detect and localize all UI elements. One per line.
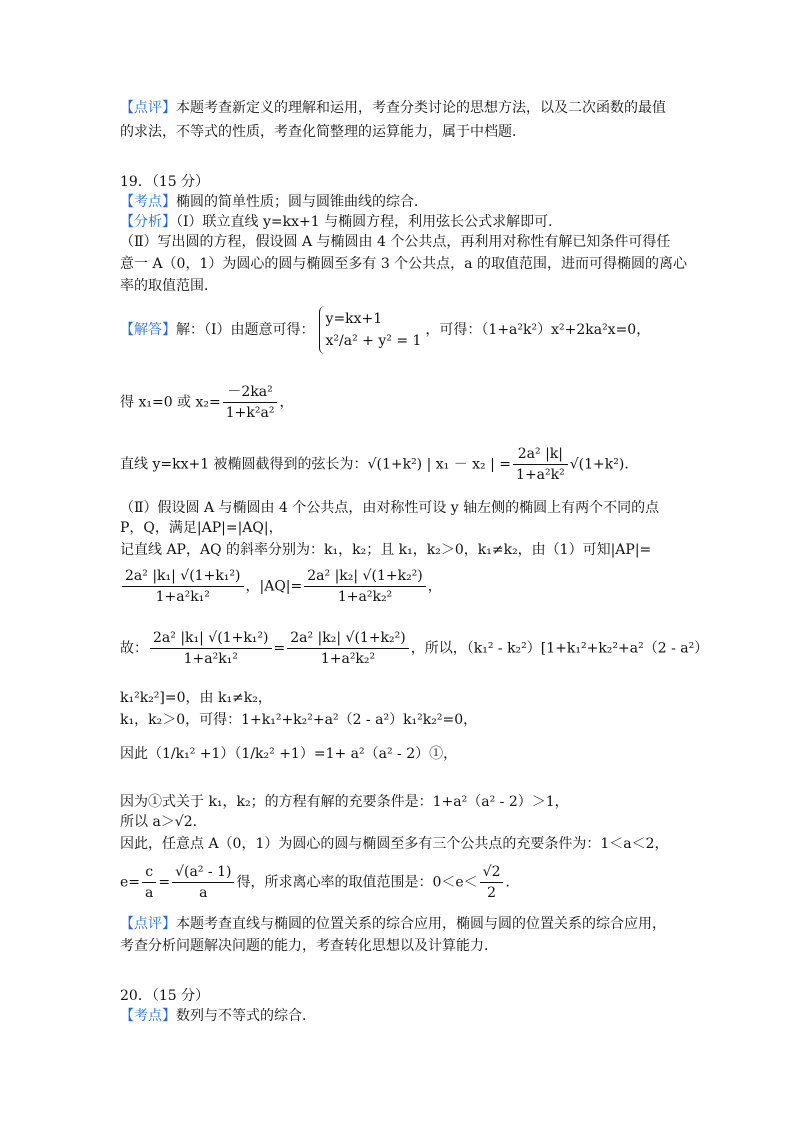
solution-result: ，可得：（1+a²k²）x²+2ka²x=0， <box>425 322 651 338</box>
part2-line-10: 所以 a＞√2． <box>120 814 207 830</box>
part2-line-6: k₁²k₂²]=0，由 k₁≠k₂， <box>120 690 272 706</box>
eccentricity-line <box>120 862 519 903</box>
denominator: a <box>199 885 208 901</box>
sqrt-fraction <box>172 862 234 903</box>
numerator: 2a² |k₂| √(1+k₂²) <box>287 628 409 649</box>
knowledge-point-tag: 【考点】 <box>120 194 176 210</box>
chord-length-line <box>120 444 638 485</box>
analysis-text: （Ⅰ）联立直线 y=kx+1 与椭圆方程，利用弦长公式求解即可． <box>176 214 563 230</box>
equals: = <box>273 640 286 657</box>
part2-line-7: k₁，k₂＞0，可得：1+k₁²+k₂²+a²（2 - a²）k₁²k₂²=0， <box>120 712 478 728</box>
denominator: 1+a²k² <box>516 467 565 483</box>
part2-line-3: 记直线 AP，AQ 的斜率分别为：k₁，k₂；且 k₁，k₂＞0，k₁≠k₂，由（1）可知|AP|= <box>120 542 652 558</box>
numerator: －2ka² <box>223 382 278 403</box>
numerator: 2a² |k₁| √(1+k₁²) <box>150 628 272 649</box>
comma: ， <box>427 578 442 595</box>
review-text: 本题考查直线与椭圆的位置关系的综合应用，椭圆与圆的位置关系的综合应用， <box>176 916 666 932</box>
equation-line: y=kx+1 <box>325 311 383 327</box>
root-line <box>120 382 293 423</box>
part2-line-9: 因为①式关于 k₁，k₂；的方程有解的充要条件是：1+a²（a² - 2）＞1， <box>120 794 569 810</box>
question-19-heading: 19．（15 分） <box>120 174 210 190</box>
period: ． <box>505 874 520 891</box>
numerator: 2a² |k₁| √(1+k₁²) <box>122 566 244 587</box>
knowledge-point-text: 椭圆的简单性质；圆与圆锥曲线的综合． <box>176 194 428 210</box>
knowledge-point-line-20 <box>120 1006 316 1026</box>
analysis-line-2: （Ⅱ）写出圆的方程，假设圆 A 与椭圆由 4 个公共点，再利用对称性有解已知条件可得任 <box>120 234 671 250</box>
analysis-line-1 <box>120 212 562 232</box>
denominator: 1+k²a² <box>225 405 275 421</box>
denominator: 1+a²k₁² <box>155 589 210 605</box>
comma: ， <box>279 394 294 411</box>
review-line-1 <box>120 914 666 934</box>
numerator: 2a² |k₂| √(1+k₂²) <box>304 566 426 587</box>
left-fraction <box>150 628 272 669</box>
equals: = <box>158 874 171 891</box>
e-label: e= <box>120 874 141 891</box>
equation-system <box>319 306 422 354</box>
fraction-x2 <box>223 382 278 423</box>
part2-line-2: P，Q，满足|AP|=|AQ|， <box>120 520 283 536</box>
denominator: 2 <box>487 885 497 901</box>
c-over-a <box>142 862 156 903</box>
chord-fraction <box>513 444 568 485</box>
ap-aq-line <box>120 566 442 607</box>
review-line-2: 考查分析问题解决问题的能力，考查转化思想以及计算能力． <box>120 938 498 954</box>
analysis-tag: 【分析】 <box>120 214 176 230</box>
knowledge-point-line <box>120 192 428 212</box>
part2-line-11: 因此，任意点 A（0，1）为圆心的圆与椭圆至多有三个公共点的充要条件为：1＜a＜2， <box>120 836 669 852</box>
factor-1: 1/k₁² +1）（ <box>162 746 242 762</box>
right-fraction <box>287 628 409 669</box>
review-paragraph-line-1 <box>120 98 666 118</box>
solution-tag: 【解答】 <box>120 322 176 338</box>
equation-ellipse: x²/a² + y² = 1 <box>325 333 422 349</box>
equality-line <box>120 628 708 669</box>
denominator: a <box>145 885 154 901</box>
numerator: √(a² - 1) <box>172 862 234 883</box>
aq-label: ，|AQ|= <box>245 578 303 595</box>
hence-line <box>120 744 457 764</box>
factor-2: 1/k₂² +1）=1+ a²（a² - 2）①， <box>241 746 458 762</box>
chord-label: 直线 y=kx+1 被椭圆截得到的弦长为： <box>120 456 368 473</box>
question-20-heading: 20．（15 分） <box>120 988 210 1004</box>
analysis-line-4: 率的取值范围． <box>120 278 218 294</box>
knowledge-point-tag: 【考点】 <box>120 1008 176 1024</box>
numerator: 2a² |k| <box>513 444 568 465</box>
range-expr: 0＜e＜ <box>432 874 478 891</box>
text: 本题考查新定义的理解和运用，考查分类讨论的思想方法，以及二次函数的最值 <box>176 100 666 116</box>
chord-expr: √(1+k²) | x₁ － x₂ | = <box>367 456 512 473</box>
aq-fraction <box>304 566 426 607</box>
range-label: 得，所求离心率的取值范围是： <box>236 874 433 891</box>
root2-fraction <box>480 862 504 903</box>
analysis-line-3: 意一 A（0，1）为圆心的圆与椭圆至多有 3 个公共点，a 的取值范围，进而可得椭圆的离心 <box>120 256 687 272</box>
therefore-label: 故： <box>120 640 148 657</box>
denominator: 1+a²k₂² <box>320 651 376 667</box>
denominator: 1+a²k₂² <box>337 589 393 605</box>
review-paragraph-line-2: 的求法，不等式的性质，考查化简整理的运算能力，属于中档题． <box>120 124 526 140</box>
solution-text: 解：（Ⅰ）由题意可得： <box>176 322 315 338</box>
ap-fraction <box>122 566 244 607</box>
solution-line-1 <box>120 300 650 360</box>
numerator: c <box>142 862 156 883</box>
chord-sqrt: √(1+k²)． <box>569 456 639 473</box>
review-tag: 【点评】 <box>120 100 176 116</box>
review-tag: 【点评】 <box>120 916 176 932</box>
knowledge-point-text: 数列与不等式的综合． <box>176 1008 316 1024</box>
root-label: 得 x₁=0 或 x₂= <box>120 394 221 411</box>
equality-result: ，所以，（k₁² - k₂²）[1+k₁²+k₂²+a²（2 - a²） <box>410 640 709 657</box>
part2-line-1: （Ⅱ）假设圆 A 与椭圆由 4 个公共点，由对称性可设 y 轴左侧的椭圆上有两个不同的点 <box>120 500 660 516</box>
numerator: √2 <box>480 862 504 883</box>
hence-label: 因此（ <box>120 746 162 762</box>
denominator: 1+a²k₁² <box>183 651 238 667</box>
